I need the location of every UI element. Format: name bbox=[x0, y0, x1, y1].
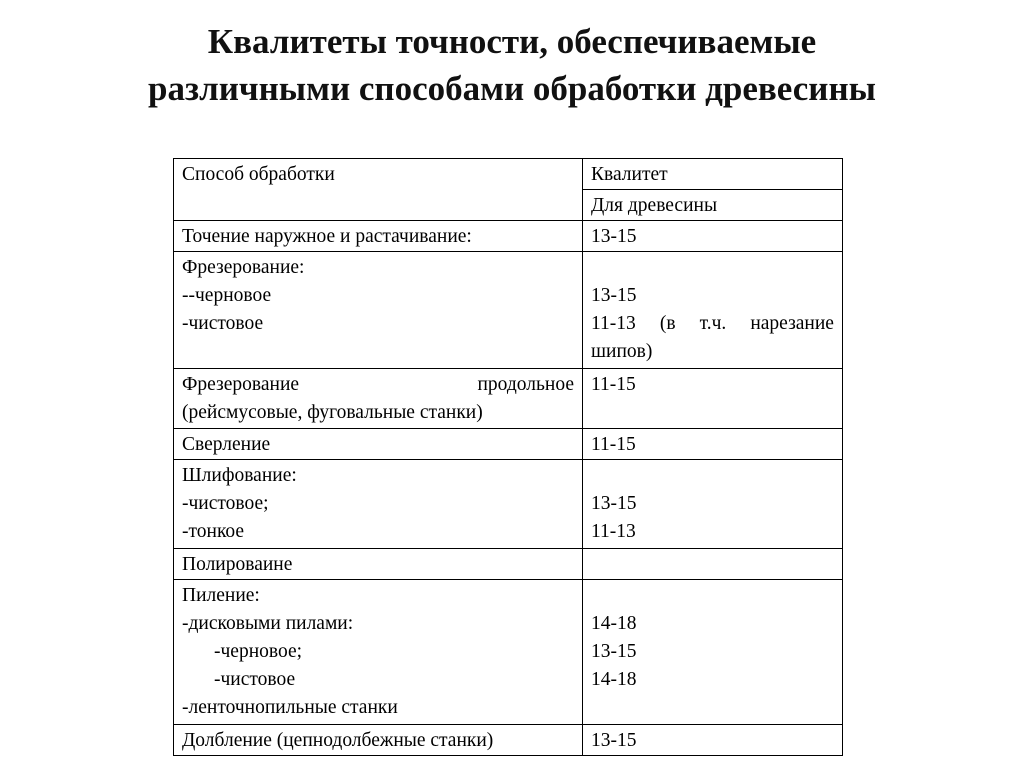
table-row bbox=[174, 549, 843, 580]
table-row bbox=[174, 369, 843, 429]
header-grade-sub: Для древесины bbox=[591, 195, 718, 216]
method-sub: -чистовое; bbox=[182, 493, 269, 514]
value-text: 14-18 bbox=[591, 669, 637, 690]
header-method: Способ обработки bbox=[182, 164, 335, 185]
header-grade: Квалитет bbox=[591, 164, 668, 185]
table-row bbox=[174, 580, 843, 725]
header-grade-cell bbox=[583, 159, 843, 190]
header-grade-sub-cell bbox=[583, 190, 843, 221]
method-text: Шлифование: bbox=[182, 465, 297, 486]
title-line-2: различными способами обработки древесины bbox=[148, 69, 876, 108]
method-text: Фрезерование: bbox=[182, 257, 305, 278]
value-word: 11-13 bbox=[591, 313, 636, 334]
value-text: 11-15 bbox=[591, 374, 636, 395]
header-method-cell bbox=[174, 159, 583, 221]
value-cell bbox=[583, 221, 843, 252]
slide-title bbox=[0, 18, 1024, 112]
method-text: Точение наружное и растачивание: bbox=[182, 226, 472, 247]
method-cell bbox=[174, 580, 583, 725]
value-text-justified bbox=[591, 310, 834, 338]
value-word: нарезание bbox=[750, 313, 834, 334]
method-sub: --черновое bbox=[182, 285, 272, 306]
value-cell bbox=[583, 252, 843, 369]
method-sub-indented: -чистовое bbox=[214, 669, 296, 690]
method-cell bbox=[174, 369, 583, 429]
value-cell bbox=[583, 549, 843, 580]
value-cell bbox=[583, 580, 843, 725]
method-text: Полироваине bbox=[182, 554, 293, 575]
method-sub: -дисковыми пилами: bbox=[182, 613, 354, 634]
value-text: 13-15 bbox=[591, 226, 637, 247]
value-cell bbox=[583, 460, 843, 549]
method-sub: -тонкое bbox=[182, 521, 245, 542]
method-word: Фрезерование bbox=[182, 374, 300, 395]
method-text-justified bbox=[182, 371, 574, 399]
value-cell bbox=[583, 369, 843, 429]
value-text: 11-13 bbox=[591, 521, 636, 542]
method-word: продольное bbox=[477, 374, 574, 395]
method-cell bbox=[174, 252, 583, 369]
method-text: Сверление bbox=[182, 434, 271, 455]
method-cell bbox=[174, 221, 583, 252]
value-cell bbox=[583, 725, 843, 756]
table-row bbox=[174, 725, 843, 756]
method-sub: -ленточнопильные станки bbox=[182, 697, 398, 718]
method-sub: -чистовое bbox=[182, 313, 264, 334]
method-cell bbox=[174, 725, 583, 756]
value-text: шипов) bbox=[591, 341, 653, 362]
accuracy-grade-table bbox=[173, 158, 843, 756]
value-text: 13-15 bbox=[591, 641, 637, 662]
title-line-1: Квалитеты точности, обеспечиваемые bbox=[207, 22, 817, 61]
table-row bbox=[174, 221, 843, 252]
value-text: 13-15 bbox=[591, 493, 637, 514]
method-sub-indented: -черновое; bbox=[214, 641, 303, 662]
method-text: Пиление: bbox=[182, 585, 260, 606]
table-row bbox=[174, 252, 843, 369]
value-text: 14-18 bbox=[591, 613, 637, 634]
method-text: Долбление (цепнодолбежные станки) bbox=[182, 730, 494, 751]
method-cell bbox=[174, 549, 583, 580]
value-text: 11-15 bbox=[591, 434, 636, 455]
value-word: т.ч. bbox=[699, 313, 727, 334]
table-row bbox=[174, 429, 843, 460]
value-text: 13-15 bbox=[591, 285, 637, 306]
table-row bbox=[174, 460, 843, 549]
value-text: 13-15 bbox=[591, 730, 637, 751]
value-word: (в bbox=[659, 313, 676, 334]
method-text: (рейсмусовые, фуговальные станки) bbox=[182, 402, 483, 423]
table-header-row bbox=[174, 159, 843, 190]
method-cell bbox=[174, 460, 583, 549]
method-cell bbox=[174, 429, 583, 460]
value-cell bbox=[583, 429, 843, 460]
